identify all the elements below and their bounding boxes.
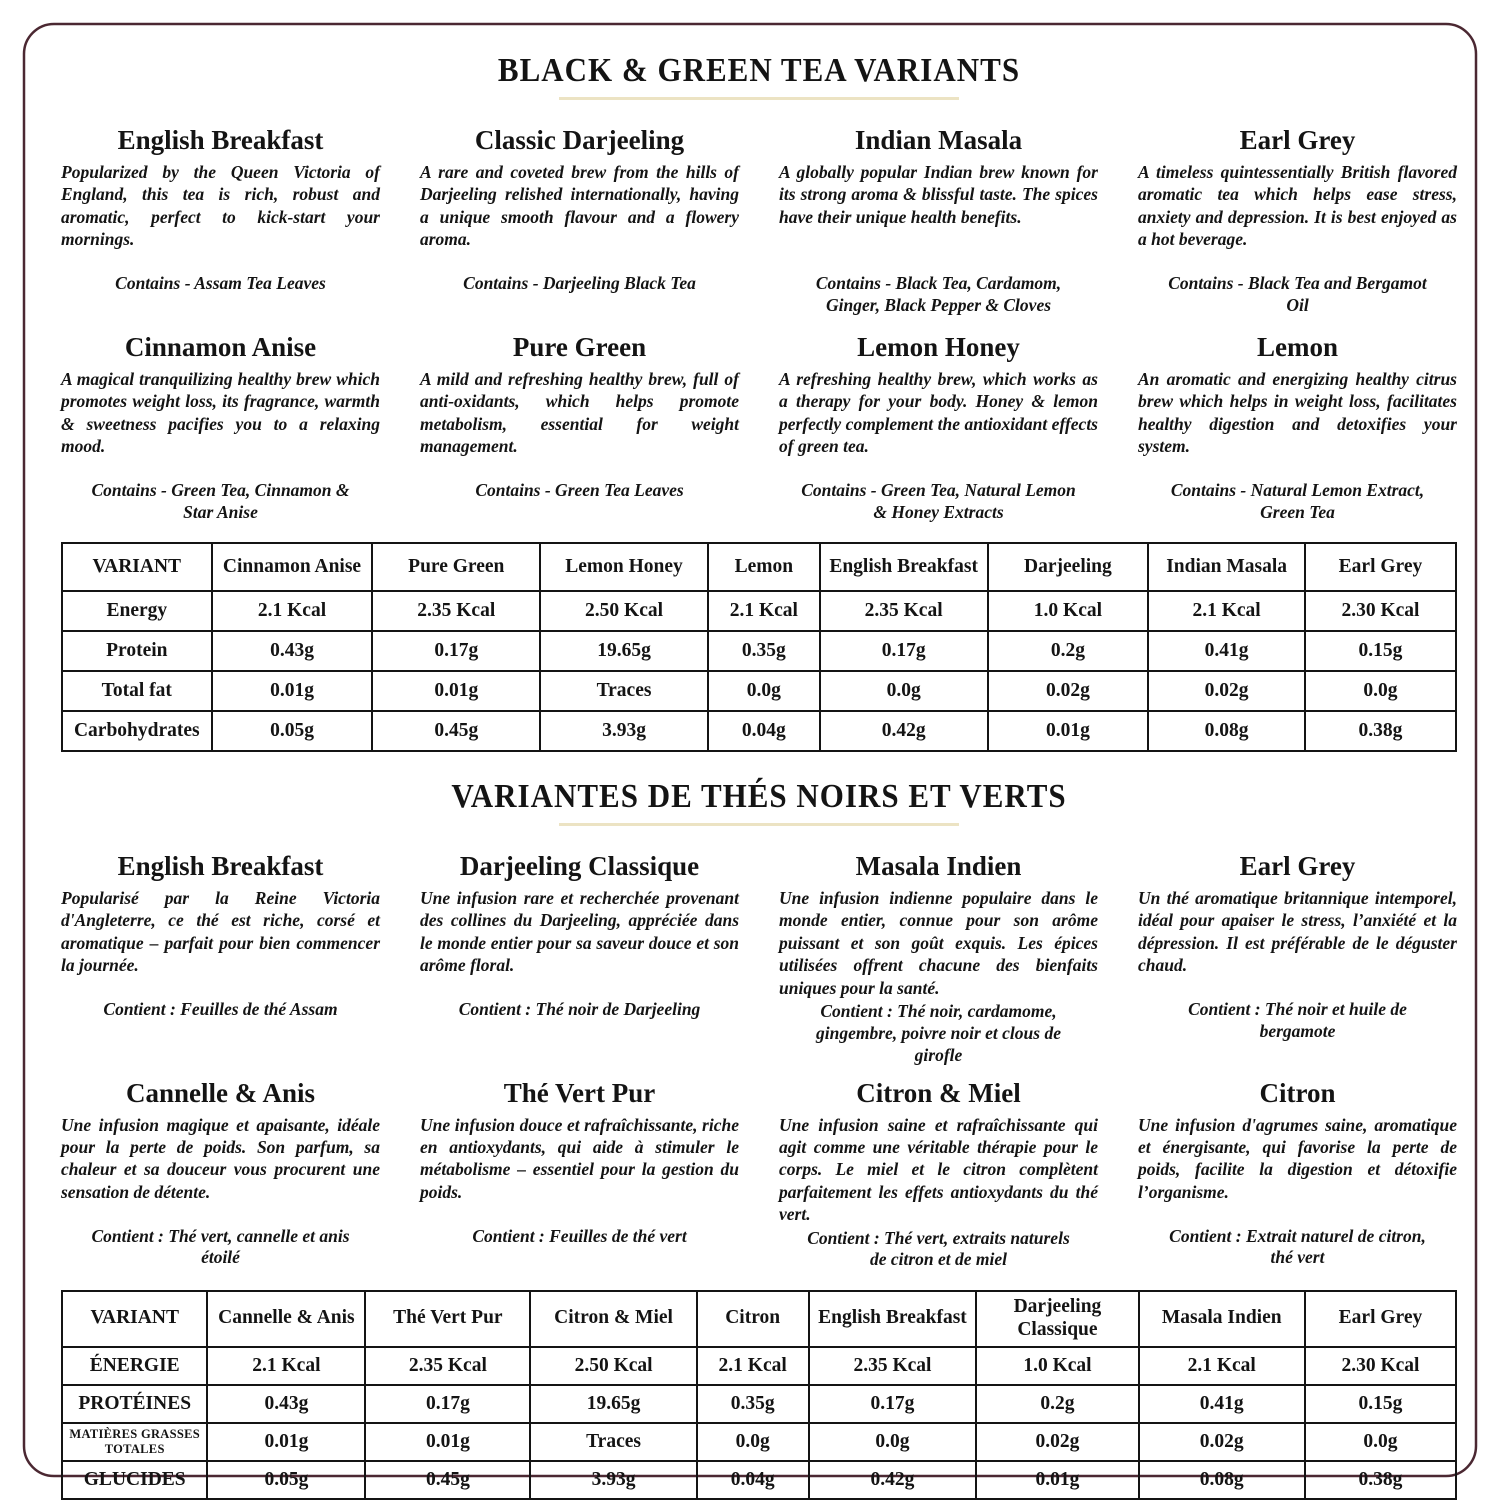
- tea-name: Thé Vert Pur: [503, 1077, 656, 1108]
- table-cell: 0.41g: [1148, 631, 1305, 671]
- table-cell: 0.01g: [207, 1423, 365, 1461]
- table-cell: 0.0g: [1305, 671, 1456, 711]
- table-header-row: [62, 543, 1456, 591]
- tea-description: A rare and coveted brew from the hills of Darjeeling relished internationally, having a unique smooth flavour and a flowery aroma.: [420, 162, 739, 250]
- table-cell: 0.0g: [820, 671, 988, 711]
- tea-block: [779, 1067, 1098, 1276]
- table-column-header: VARIANT: [62, 543, 212, 591]
- table-cell: 0.15g: [1305, 1385, 1456, 1423]
- table-cell: 0.35g: [708, 631, 820, 671]
- table-column-header: Earl Grey: [1305, 1291, 1456, 1347]
- tea-ingredients: Contient : Thé vert, cannelle et anis étoilé: [91, 1225, 350, 1268]
- tea-name: Lemon: [1257, 332, 1338, 362]
- tea-description: A magical tranquilizing healthy brew which promotes weight loss, its fragrance, warmth & sweetness pacifies you to a relaxing mood.: [61, 369, 380, 457]
- table-cell: 0.43g: [212, 631, 373, 671]
- table-row-label: Protein: [62, 631, 212, 671]
- table-cell: 0.0g: [708, 671, 820, 711]
- table-column-header: English Breakfast: [809, 1291, 977, 1347]
- table-cell: 0.17g: [365, 1385, 530, 1423]
- table-row-label: PROTÉINES: [62, 1385, 207, 1423]
- table-row-label: ÉNERGIE: [62, 1347, 207, 1385]
- table-cell: 0.15g: [1305, 631, 1456, 671]
- table-cell: 3.93g: [530, 1461, 696, 1499]
- tea-ingredients: Contient : Extrait naturel de citron, thé vert: [1169, 1225, 1426, 1268]
- tea-description: A mild and refreshing healthy brew, full of anti-oxidants, which helps promote metabolism, essential for weight management.: [420, 369, 739, 457]
- tea-ingredients: Contient : Thé vert, extraits naturels de citron et de miel: [807, 1227, 1070, 1270]
- section-french: [61, 778, 1457, 1500]
- tea-block: [61, 114, 380, 321]
- table-column-header: Cinnamon Anise: [212, 543, 373, 591]
- tea-ingredients: Contains - Black Tea and Bergamot Oil: [1168, 273, 1427, 315]
- tea-description: Popularized by the Queen Victoria of England, this tea is rich, robust and aromatic, perfect to kick-start your mornings.: [61, 162, 380, 250]
- table-cell: 2.1 Kcal: [207, 1347, 365, 1385]
- tea-block: [420, 321, 739, 528]
- table-cell: 0.42g: [820, 711, 988, 751]
- table-row-label: GLUCIDES: [62, 1461, 207, 1499]
- table-row-label: Energy: [62, 591, 212, 631]
- table-cell: 0.01g: [976, 1461, 1138, 1499]
- tea-description: A globally popular Indian brew known for its strong aroma & blissful taste. The spices have their unique health benefits.: [779, 162, 1098, 227]
- tea-block: [1138, 114, 1457, 321]
- table-cell: 0.17g: [820, 631, 988, 671]
- table-cell: 2.1 Kcal: [708, 591, 820, 631]
- tea-ingredients: Contains - Darjeeling Black Tea: [463, 273, 696, 293]
- tea-name: Indian Masala: [854, 125, 1023, 155]
- table-cell: 0.0g: [697, 1423, 809, 1461]
- tea-block: [779, 840, 1098, 1067]
- tea-description: Popularisé par la Reine Victoria d'Angleterre, ce thé est riche, corsé et aromatique – parfait pour bien commencer la journée.: [61, 888, 380, 976]
- table-cell: Traces: [540, 671, 708, 711]
- table-column-header: Cannelle & Anis: [207, 1291, 365, 1347]
- table-row: [62, 1423, 1456, 1461]
- tea-name: English Breakfast: [117, 851, 324, 881]
- table-row: [62, 1461, 1456, 1499]
- table-cell: 0.2g: [976, 1385, 1138, 1423]
- table-cell: 0.01g: [212, 671, 373, 711]
- table-row: [62, 671, 1456, 711]
- table-row-label: Total fat: [62, 671, 212, 711]
- nutrition-table-english: [61, 542, 1457, 752]
- table-cell: 0.41g: [1139, 1385, 1305, 1423]
- table-column-header: Indian Masala: [1148, 543, 1305, 591]
- table-cell: 0.04g: [708, 711, 820, 751]
- table-cell: 2.35 Kcal: [820, 591, 988, 631]
- section-english: [61, 52, 1457, 752]
- tea-description: Une infusion rare et recherchée provenant des collines du Darjeeling, appréciée dans le monde entier pour sa saveur douce et son arôme floral.: [420, 888, 739, 976]
- table-cell: 0.02g: [1139, 1423, 1305, 1461]
- tea-description: An aromatic and energizing healthy citrus brew which helps in weight loss, facilitates healthy digestion and detoxifies your system.: [1138, 369, 1457, 457]
- tea-block: [61, 1067, 380, 1276]
- table-cell: 0.43g: [207, 1385, 365, 1423]
- tea-ingredients: Contient : Feuilles de thé vert: [472, 1225, 687, 1246]
- table-row: [62, 1385, 1456, 1423]
- table-column-header: Darjeeling Classique: [976, 1291, 1138, 1347]
- table-cell: 3.93g: [540, 711, 708, 751]
- table-column-header: VARIANT: [62, 1291, 207, 1347]
- tea-block: [1138, 321, 1457, 528]
- tea-block: [420, 114, 739, 321]
- table-cell: 0.38g: [1305, 711, 1456, 751]
- table-header-row: [62, 1291, 1456, 1347]
- tea-description: A refreshing healthy brew, which works as a therapy for your body. Honey & lemon perfectly complement the antioxidant effects of green tea.: [779, 369, 1098, 457]
- table-cell: 0.17g: [809, 1385, 977, 1423]
- table-cell: 0.08g: [1139, 1461, 1305, 1499]
- content-area: [61, 36, 1457, 1500]
- tea-block: [779, 114, 1098, 321]
- title-underline: [559, 97, 959, 100]
- table-cell: 0.0g: [809, 1423, 977, 1461]
- table-cell: 0.38g: [1305, 1461, 1456, 1499]
- table-cell: 0.08g: [1148, 711, 1305, 751]
- tea-description: Une infusion magique et apaisante, idéale pour la perte de poids. Son parfum, sa chaleur et sa douceur vous procurent une sensation de détente.: [61, 1114, 380, 1202]
- table-cell: 0.05g: [207, 1461, 365, 1499]
- tea-grid-french: [61, 840, 1457, 1276]
- table-cell: 19.65g: [540, 631, 708, 671]
- table-column-header: Thé Vert Pur: [365, 1291, 530, 1347]
- table-cell: 0.45g: [365, 1461, 530, 1499]
- table-cell: 2.30 Kcal: [1305, 591, 1456, 631]
- tea-description: Une infusion saine et rafraîchissante qui agit comme une véritable thérapie pour le corps. Le miel et le citron complètent parfaitement les effets antioxydants du thé vert.: [779, 1114, 1098, 1225]
- section-title-french: VARIANTES DE THÉS NOIRS ET VERTS: [451, 776, 1067, 815]
- table-column-header: Lemon: [708, 543, 820, 591]
- tea-name: Citron: [1259, 1077, 1336, 1108]
- table-cell: 2.50 Kcal: [530, 1347, 696, 1385]
- table-cell: 2.50 Kcal: [540, 591, 708, 631]
- tea-ingredients: Contient : Thé noir et huile de bergamote: [1188, 999, 1407, 1041]
- tea-name: Lemon Honey: [857, 332, 1020, 362]
- table-cell: 2.1 Kcal: [697, 1347, 809, 1385]
- table-column-header: Darjeeling: [988, 543, 1149, 591]
- tea-name: Classic Darjeeling: [474, 125, 685, 155]
- tea-ingredients: Contient : Thé noir, cardamome, gingembre, poivre noir et clous de girofle: [816, 1000, 1061, 1065]
- table-cell: 2.35 Kcal: [372, 591, 540, 631]
- tea-block: [420, 840, 739, 1067]
- section-title-english: BLACK & GREEN TEA VARIANTS: [497, 50, 1021, 89]
- tea-grid-english: [61, 114, 1457, 528]
- tea-block: [61, 321, 380, 528]
- tea-description: A timeless quintessentially British flavored aromatic tea which helps ease stress, anxiety and depression. It is best enjoyed as a hot beverage.: [1138, 162, 1457, 250]
- table-cell: 0.01g: [365, 1423, 530, 1461]
- tea-name: Citron & Miel: [856, 1077, 1021, 1108]
- table-cell: 0.02g: [988, 671, 1149, 711]
- table-column-header: Masala Indien: [1139, 1291, 1305, 1347]
- tea-ingredients: Contient : Feuilles de thé Assam: [103, 999, 338, 1019]
- tea-ingredients: Contains - Black Tea, Cardamom, Ginger, Black Pepper & Cloves: [815, 273, 1062, 315]
- table-column-header: Citron: [697, 1291, 809, 1347]
- table-cell: 0.01g: [372, 671, 540, 711]
- table-column-header: Pure Green: [372, 543, 540, 591]
- table-row: [62, 591, 1456, 631]
- table-cell: 1.0 Kcal: [976, 1347, 1138, 1385]
- table-cell: 0.2g: [988, 631, 1149, 671]
- table-cell: 0.0g: [1305, 1423, 1456, 1461]
- tea-description: Un thé aromatique britannique intemporel, idéal pour apaiser le stress, l’anxiété et la dépression. Il est préférable de le déguster chaud.: [1138, 888, 1457, 976]
- table-cell: 0.17g: [372, 631, 540, 671]
- tea-name: Darjeeling Classique: [459, 851, 700, 881]
- table-cell: 2.1 Kcal: [1148, 591, 1305, 631]
- tea-name: English Breakfast: [117, 125, 324, 155]
- table-cell: 0.02g: [1148, 671, 1305, 711]
- tea-name: Earl Grey: [1239, 851, 1356, 881]
- tea-ingredients: Contains - Green Tea Leaves: [475, 480, 684, 500]
- table-row: [62, 1347, 1456, 1385]
- tea-description: Une infusion douce et rafraîchissante, riche en antioxydants, qui aide à stimuler le métabolisme – essentiel pour la gestion du poids.: [420, 1114, 739, 1202]
- table-cell: 2.1 Kcal: [1139, 1347, 1305, 1385]
- tea-block: [1138, 1067, 1457, 1276]
- table-column-header: Citron & Miel: [530, 1291, 696, 1347]
- table-cell: 0.35g: [697, 1385, 809, 1423]
- nutrition-table-french: [61, 1290, 1457, 1500]
- table-cell: 0.45g: [372, 711, 540, 751]
- table-cell: 0.42g: [809, 1461, 977, 1499]
- tea-block: [420, 1067, 739, 1276]
- table-cell: 2.1 Kcal: [212, 591, 373, 631]
- table-cell: 0.05g: [212, 711, 373, 751]
- tea-name: Cinnamon Anise: [124, 332, 317, 362]
- tea-ingredients: Contains - Natural Lemon Extract, Green Tea: [1170, 480, 1425, 522]
- tea-description: Une infusion d'agrumes saine, aromatique et énergisante, qui favorise la perte de poids, facilite la digestion et détoxifie l’organisme.: [1138, 1114, 1457, 1202]
- tea-name: Earl Grey: [1239, 125, 1356, 155]
- table-cell: 0.01g: [988, 711, 1149, 751]
- table-cell: 1.0 Kcal: [988, 591, 1149, 631]
- table-column-header: English Breakfast: [820, 543, 988, 591]
- tea-description: Une infusion indienne populaire dans le monde entier, connue pour son arôme puissant et son goût exquis. Les épices utilisées offrent chacune des bienfaits uniques pour la santé.: [779, 888, 1098, 998]
- tea-ingredients: Contains - Green Tea, Natural Lemon & Honey Extracts: [801, 480, 1076, 522]
- tea-ingredients: Contains - Green Tea, Cinnamon & Star Anise: [91, 480, 350, 522]
- table-row: [62, 631, 1456, 671]
- tea-name: Pure Green: [512, 332, 647, 362]
- table-row: [62, 711, 1456, 751]
- tea-block: [1138, 840, 1457, 1067]
- tea-name: Masala Indien: [855, 851, 1022, 881]
- table-cell: 2.35 Kcal: [809, 1347, 977, 1385]
- table-cell: 2.30 Kcal: [1305, 1347, 1456, 1385]
- table-cell: 0.02g: [976, 1423, 1138, 1461]
- table-row-label: MATIÈRES GRASSES TOTALES: [62, 1423, 207, 1461]
- tea-ingredients: Contient : Thé noir de Darjeeling: [458, 999, 701, 1019]
- table-row-label: Carbohydrates: [62, 711, 212, 751]
- tea-block: [779, 321, 1098, 528]
- table-cell: 2.35 Kcal: [365, 1347, 530, 1385]
- table-cell: 0.04g: [697, 1461, 809, 1499]
- table-column-header: Earl Grey: [1305, 543, 1456, 591]
- table-column-header: Lemon Honey: [540, 543, 708, 591]
- tea-ingredients: Contains - Assam Tea Leaves: [115, 273, 326, 293]
- title-underline: [559, 823, 959, 826]
- table-cell: 19.65g: [530, 1385, 696, 1423]
- tea-name: Cannelle & Anis: [125, 1077, 316, 1108]
- table-cell: Traces: [530, 1423, 696, 1461]
- tea-block: [61, 840, 380, 1067]
